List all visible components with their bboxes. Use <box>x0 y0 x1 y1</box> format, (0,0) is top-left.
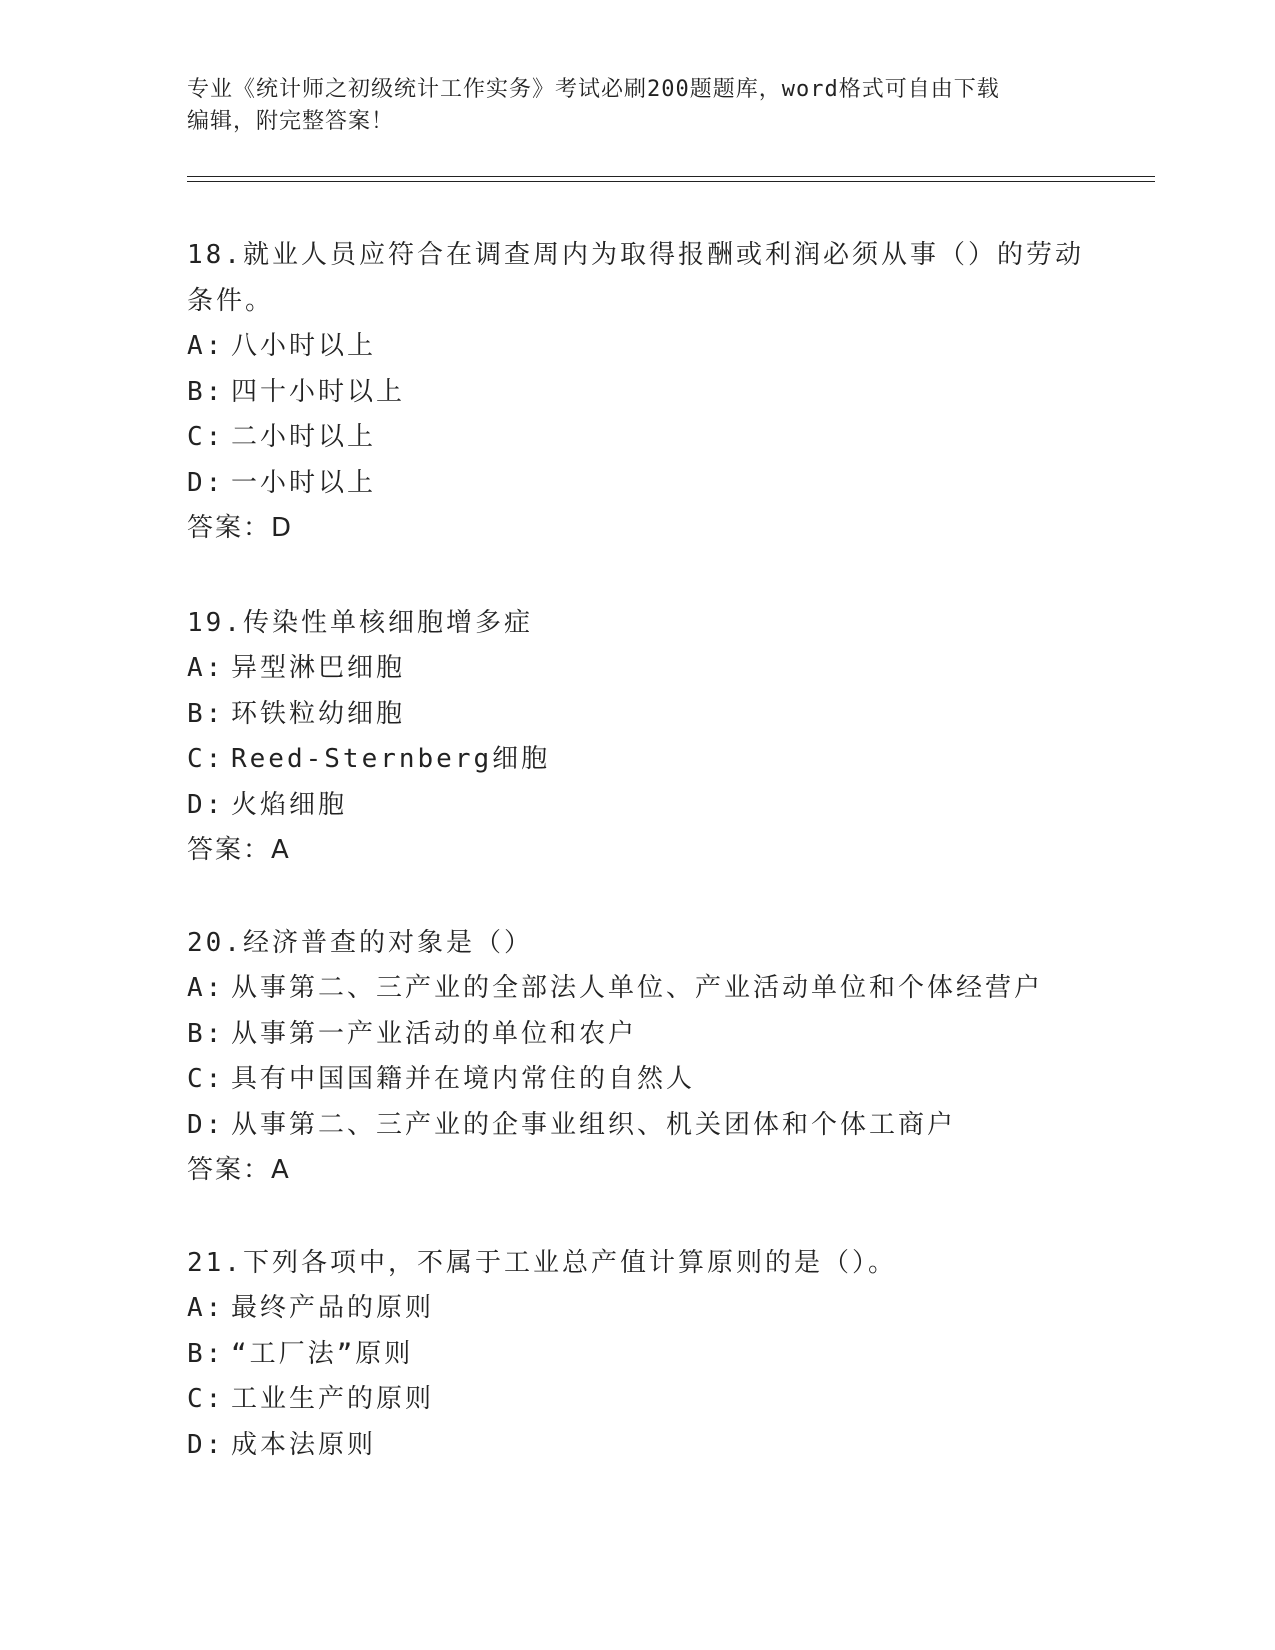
option-key: A: <box>187 973 225 1003</box>
option-text: 从事第一产业活动的单位和农户 <box>231 1018 638 1049</box>
question-stem: 19.传染性单核细胞增多症 <box>187 608 533 638</box>
option-text: 从事第二、三产业的全部法人单位、产业活动单位和个体经营户 <box>231 973 1044 1003</box>
question-20 <box>187 920 1087 1194</box>
option-b <box>187 1012 1087 1058</box>
option-key: D: <box>187 467 225 498</box>
option-text: 成本法原则 <box>231 1429 377 1460</box>
option-key: C: <box>187 422 225 452</box>
option-text: 从事第二、三产业的企事业组织、机关团体和个体工商户 <box>231 1109 957 1140</box>
option-b <box>187 1332 1087 1378</box>
option-d <box>187 783 1087 829</box>
document-header <box>187 74 1067 138</box>
option-b <box>187 370 1087 416</box>
option-text: 八小时以上 <box>231 331 377 361</box>
option-text: Reed-Sternberg细胞 <box>231 744 551 774</box>
option-a <box>187 324 1087 370</box>
header-line-1: 专业《统计师之初级统计工作实务》考试必刷200题题库，word格式可自由下载 <box>187 77 1000 102</box>
header-divider-bottom <box>187 181 1155 182</box>
option-d <box>187 461 1087 507</box>
option-a <box>187 646 1087 692</box>
option-text: 火焰细胞 <box>231 789 348 820</box>
option-text: 四十小时以上 <box>231 376 406 407</box>
option-key: D: <box>187 1429 225 1460</box>
question-stem: 18.就业人员应符合在调查周内为取得报酬或利润必须从事（）的劳动条件。 <box>187 240 1084 316</box>
option-b <box>187 692 1087 738</box>
option-c <box>187 415 1087 461</box>
question-18 <box>187 232 1087 552</box>
option-text: 最终产品的原则 <box>231 1293 435 1323</box>
option-text: 异型淋巴细胞 <box>231 653 406 683</box>
option-text: “工厂法”原则 <box>231 1338 414 1369</box>
option-c <box>187 737 1087 783</box>
question-stem: 20.经济普查的对象是（） <box>187 928 533 958</box>
option-text: 一小时以上 <box>231 467 377 498</box>
option-a <box>187 1286 1087 1332</box>
option-key: B: <box>187 698 225 729</box>
option-a <box>187 966 1087 1012</box>
answer-line: 答案：A <box>187 835 291 865</box>
option-c <box>187 1377 1087 1423</box>
option-key: A: <box>187 1293 225 1323</box>
question-21 <box>187 1240 1087 1468</box>
question-19 <box>187 600 1087 874</box>
answer-line: 答案：A <box>187 1155 291 1185</box>
option-text: 具有中国国籍并在境内常住的自然人 <box>231 1064 696 1094</box>
option-key: D: <box>187 789 225 820</box>
option-d <box>187 1423 1087 1469</box>
option-text: 二小时以上 <box>231 422 377 452</box>
option-key: C: <box>187 1064 225 1094</box>
option-key: B: <box>187 376 225 407</box>
option-key: B: <box>187 1018 225 1049</box>
answer-line: 答案：D <box>187 513 294 543</box>
option-key: C: <box>187 744 225 774</box>
option-key: A: <box>187 653 225 683</box>
option-c <box>187 1057 1087 1103</box>
option-key: D: <box>187 1109 225 1140</box>
header-divider-top <box>187 176 1155 177</box>
question-stem: 21.下列各项中，不属于工业总产值计算原则的是（）。 <box>187 1248 897 1278</box>
header-line-2: 编辑，附完整答案！ <box>187 109 395 134</box>
option-text: 工业生产的原则 <box>231 1384 435 1414</box>
option-d <box>187 1103 1087 1149</box>
option-text: 环铁粒幼细胞 <box>231 698 406 729</box>
option-key: C: <box>187 1384 225 1414</box>
option-key: A: <box>187 331 225 361</box>
option-key: B: <box>187 1338 225 1369</box>
